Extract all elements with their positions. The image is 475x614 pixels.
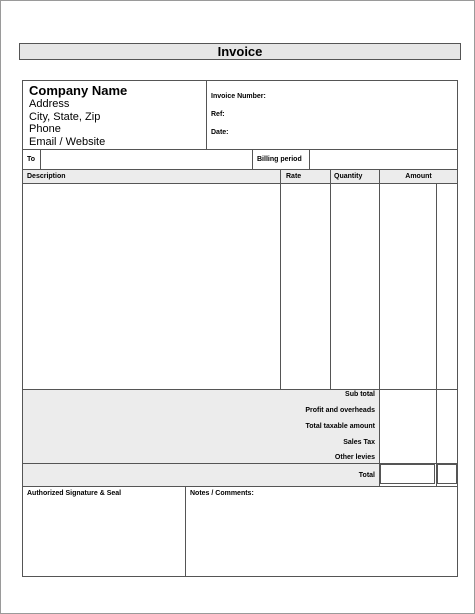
column-header-description: Description <box>27 173 66 180</box>
sales-tax-label: Sales Tax <box>343 439 375 446</box>
column-header-rate: Rate <box>286 173 302 180</box>
to-label: To <box>27 156 36 163</box>
billing-period-field[interactable] <box>310 150 456 169</box>
company-city-state-zip: City, State, Zip <box>29 110 101 123</box>
total-label: Total <box>358 472 375 479</box>
header-divider <box>206 81 207 149</box>
invoice-title: Invoice <box>19 43 461 60</box>
sub-total-label: Sub total <box>345 391 375 398</box>
total-taxable-label: Total taxable amount <box>305 423 375 430</box>
amount-cents-cell[interactable] <box>437 184 457 389</box>
signature-box[interactable] <box>23 501 185 575</box>
column-header-quantity: Quantity <box>334 173 363 180</box>
amount-cell[interactable] <box>380 184 436 389</box>
company-address: Address <box>29 98 70 110</box>
total-cents-box[interactable] <box>437 464 457 484</box>
company-name: Company Name <box>29 83 128 98</box>
other-levies-label: Other levies <box>334 454 375 461</box>
notes-field[interactable] <box>186 501 457 575</box>
column-divider-rate <box>280 169 281 390</box>
description-cell[interactable] <box>23 184 280 389</box>
company-phone: Phone <box>29 123 61 135</box>
divider <box>23 486 457 487</box>
column-divider-cents <box>436 183 437 486</box>
divider <box>252 149 253 169</box>
invoice-number-label: Invoice Number: <box>211 93 266 100</box>
column-divider-quantity <box>330 169 331 390</box>
to-field[interactable] <box>41 150 251 169</box>
column-divider-amount <box>379 169 380 486</box>
ref-label: Ref: <box>211 111 225 118</box>
quantity-cell[interactable] <box>331 184 379 389</box>
invoice-form <box>22 80 458 577</box>
notes-label: Notes / Comments: <box>190 490 254 497</box>
signature-label: Authorized Signature & Seal <box>27 490 122 497</box>
total-amount-box[interactable] <box>380 464 435 484</box>
company-email-website: Email / Website <box>29 135 106 148</box>
company-block <box>29 83 205 148</box>
profit-overheads-label: Profit and overheads <box>305 407 375 414</box>
rate-cell[interactable] <box>281 184 330 389</box>
date-label: Date: <box>211 129 229 136</box>
billing-period-label: Billing period <box>257 156 302 163</box>
column-header-amount: Amount <box>405 173 432 180</box>
